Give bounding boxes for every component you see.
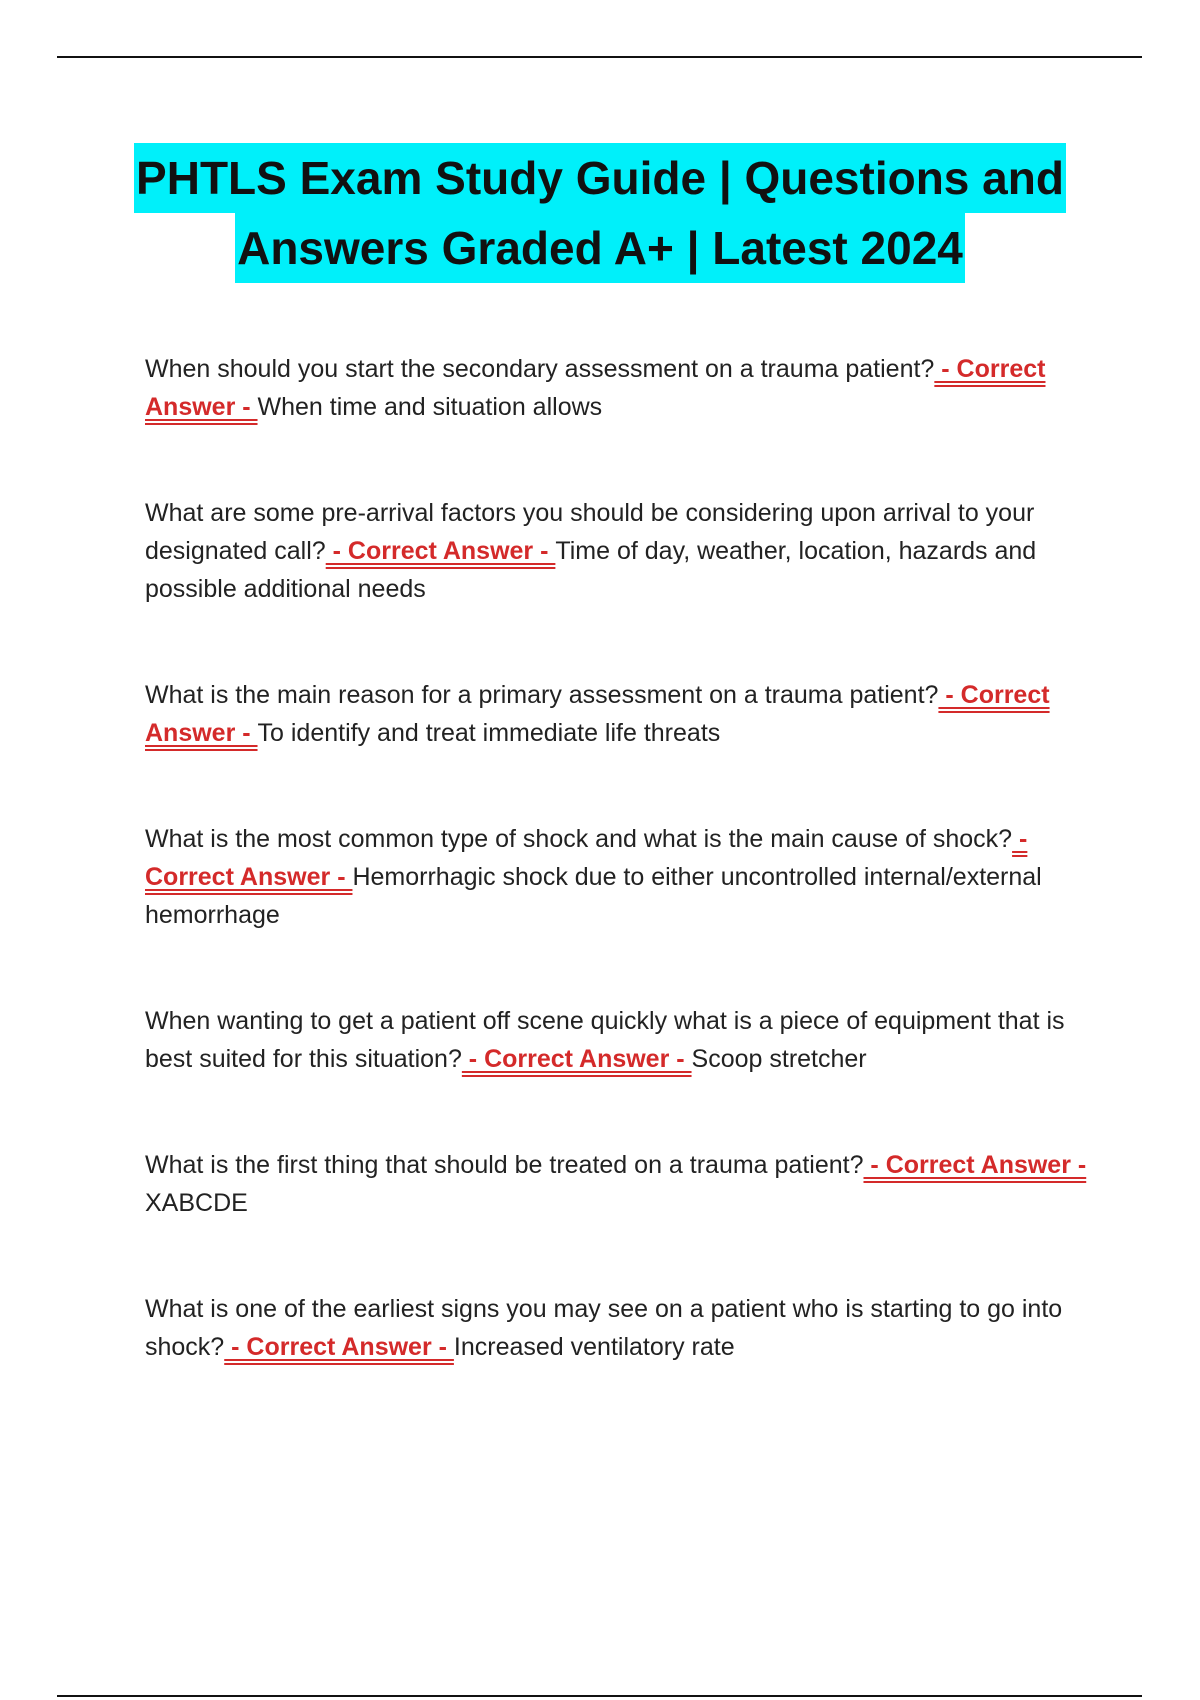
question-text: What is the main reason for a primary assessment on a trauma patient? bbox=[145, 681, 939, 709]
answer-text: Hemorrhagic shock due to either uncontrolled internal/external hemorrhage bbox=[145, 863, 1042, 929]
question-text: What is the first thing that should be treated on a trauma patient? bbox=[145, 1151, 864, 1179]
title-line-2: Answers Graded A+ | Latest 2024 bbox=[235, 213, 965, 283]
answer-text: XABCDE bbox=[145, 1189, 248, 1217]
answer-text: Scoop stretcher bbox=[691, 1045, 867, 1073]
bottom-rule bbox=[57, 1695, 1142, 1697]
correct-answer-tag: - Correct Answer - bbox=[145, 825, 1028, 891]
qa-item-6 bbox=[145, 1146, 1090, 1222]
question-text: What is the most common type of shock and what is the main cause of shock? bbox=[145, 825, 1013, 853]
correct-answer-tag: - Correct Answer - bbox=[224, 1333, 454, 1361]
qa-item-2 bbox=[145, 494, 1090, 608]
question-text: When should you start the secondary assessment on a trauma patient? bbox=[145, 355, 935, 383]
qa-item-3 bbox=[145, 676, 1090, 752]
question-text: When wanting to get a patient off scene quickly what is a piece of equipment that is best suited for this situation? bbox=[145, 1007, 1065, 1073]
page-title bbox=[100, 143, 1100, 283]
qa-item-7 bbox=[145, 1290, 1090, 1366]
top-rule bbox=[57, 56, 1142, 58]
qa-item-4 bbox=[145, 820, 1090, 934]
question-text: What are some pre-arrival factors you should be considering upon arrival to your designated call? bbox=[145, 499, 1035, 565]
qa-item-1 bbox=[145, 350, 1090, 426]
question-text: What is one of the earliest signs you may see on a patient who is starting to go into shock? bbox=[145, 1295, 1063, 1361]
qa-item-5 bbox=[145, 1002, 1090, 1078]
answer-text: When time and situation allows bbox=[257, 393, 603, 421]
qa-list bbox=[145, 350, 1090, 1366]
answer-text: To identify and treat immediate life threats bbox=[257, 719, 721, 747]
answer-text: Increased ventilatory rate bbox=[453, 1333, 735, 1361]
answer-text: Time of day, weather, location, hazards and possible additional needs bbox=[145, 537, 1037, 603]
correct-answer-tag: - Correct Answer - bbox=[145, 355, 1046, 421]
correct-answer-tag: - Correct Answer - bbox=[325, 537, 556, 565]
correct-answer-tag: - Correct Answer - bbox=[461, 1045, 692, 1073]
correct-answer-tag: - Correct Answer - bbox=[863, 1151, 1087, 1179]
correct-answer-tag: - Correct Answer - bbox=[145, 681, 1050, 747]
title-line-1: PHTLS Exam Study Guide | Questions and bbox=[134, 143, 1066, 213]
